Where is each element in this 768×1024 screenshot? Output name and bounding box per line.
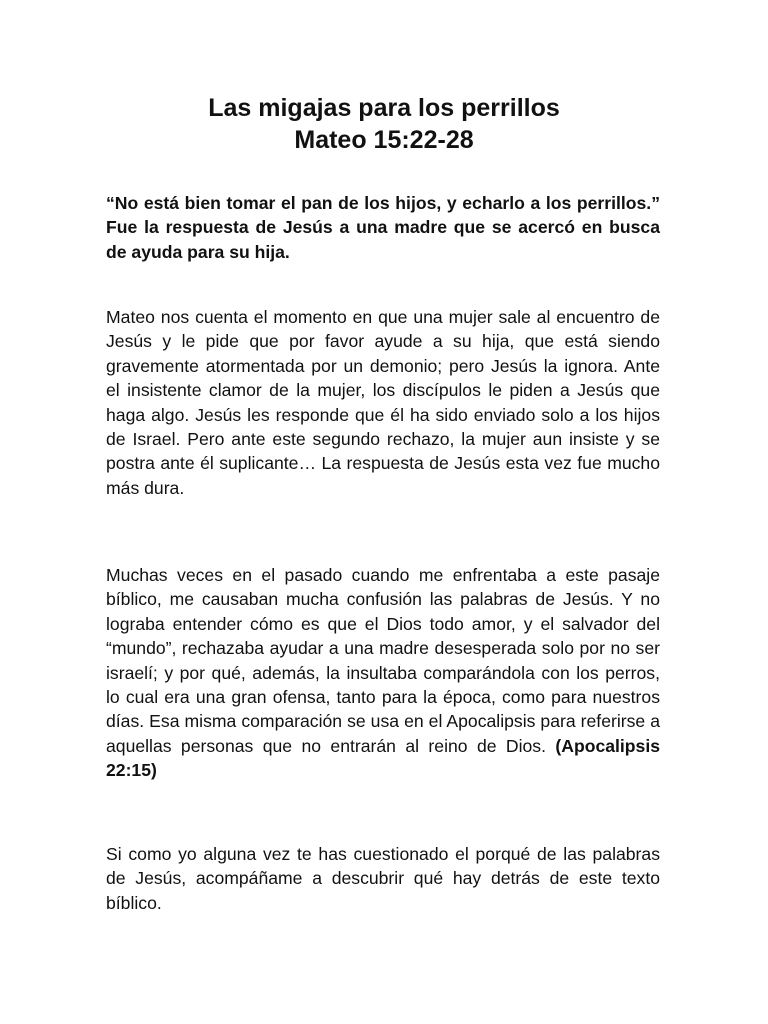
intro-paragraph: “No está bien tomar el pan de los hijos, y echarlo a los perrillos.” Fue la respuesta de Jesús a una madre que se acercó en busca de ayuda para su hija.	[106, 193, 660, 262]
title-block	[0, 92, 768, 156]
paragraph-2-reference: (Apocalipsis 22:15)	[106, 735, 661, 781]
paragraph-2-text: Muchas veces en el pasado cuando me enfrentaba a este pasaje bíblico, me causaban mucha confusión las palabras de Jesús. Y no lograba entender cómo es que el Dios todo amor, y el salvador del “mundo”, rechazaba ayudar a una madre desesperada solo por no ser israelí; y por qué, además, la insultaba comparándola con los perros, lo cual era una gran ofensa, tanto para la época, como para nuestros días. Esa misma comparación se usa en el Apocalipsis para referirse a aquellas personas que no entrarán al reino de Dios.	[106, 565, 660, 756]
scripture-reference-heading: Mateo 15:22-28	[294, 126, 474, 154]
paragraph-1: Mateo nos cuenta el momento en que una mujer sale al encuentro de Jesús y le pide que por favor ayude a su hija, que está siendo gravemente atormentada por un demonio; pero Jesús la ignora. Ante el insistente clamor de la mujer, los discípulos le piden a Jesús que haga algo. Jesús les responde que él ha sido enviado solo a los hijos de Israel. Pero ante este segundo rechazo, la mujer aun insiste y se postra ante él suplicante… La respuesta de Jesús esta vez fue mucho más dura.	[106, 307, 660, 498]
paragraph-3: Si como yo alguna vez te has cuestionado el porqué de las palabras de Jesús, acompáñame a descubrir qué hay detrás de este texto bíblico.	[106, 844, 660, 913]
paragraph-2	[106, 563, 660, 783]
page-title: Las migajas para los perrillos	[208, 94, 560, 122]
